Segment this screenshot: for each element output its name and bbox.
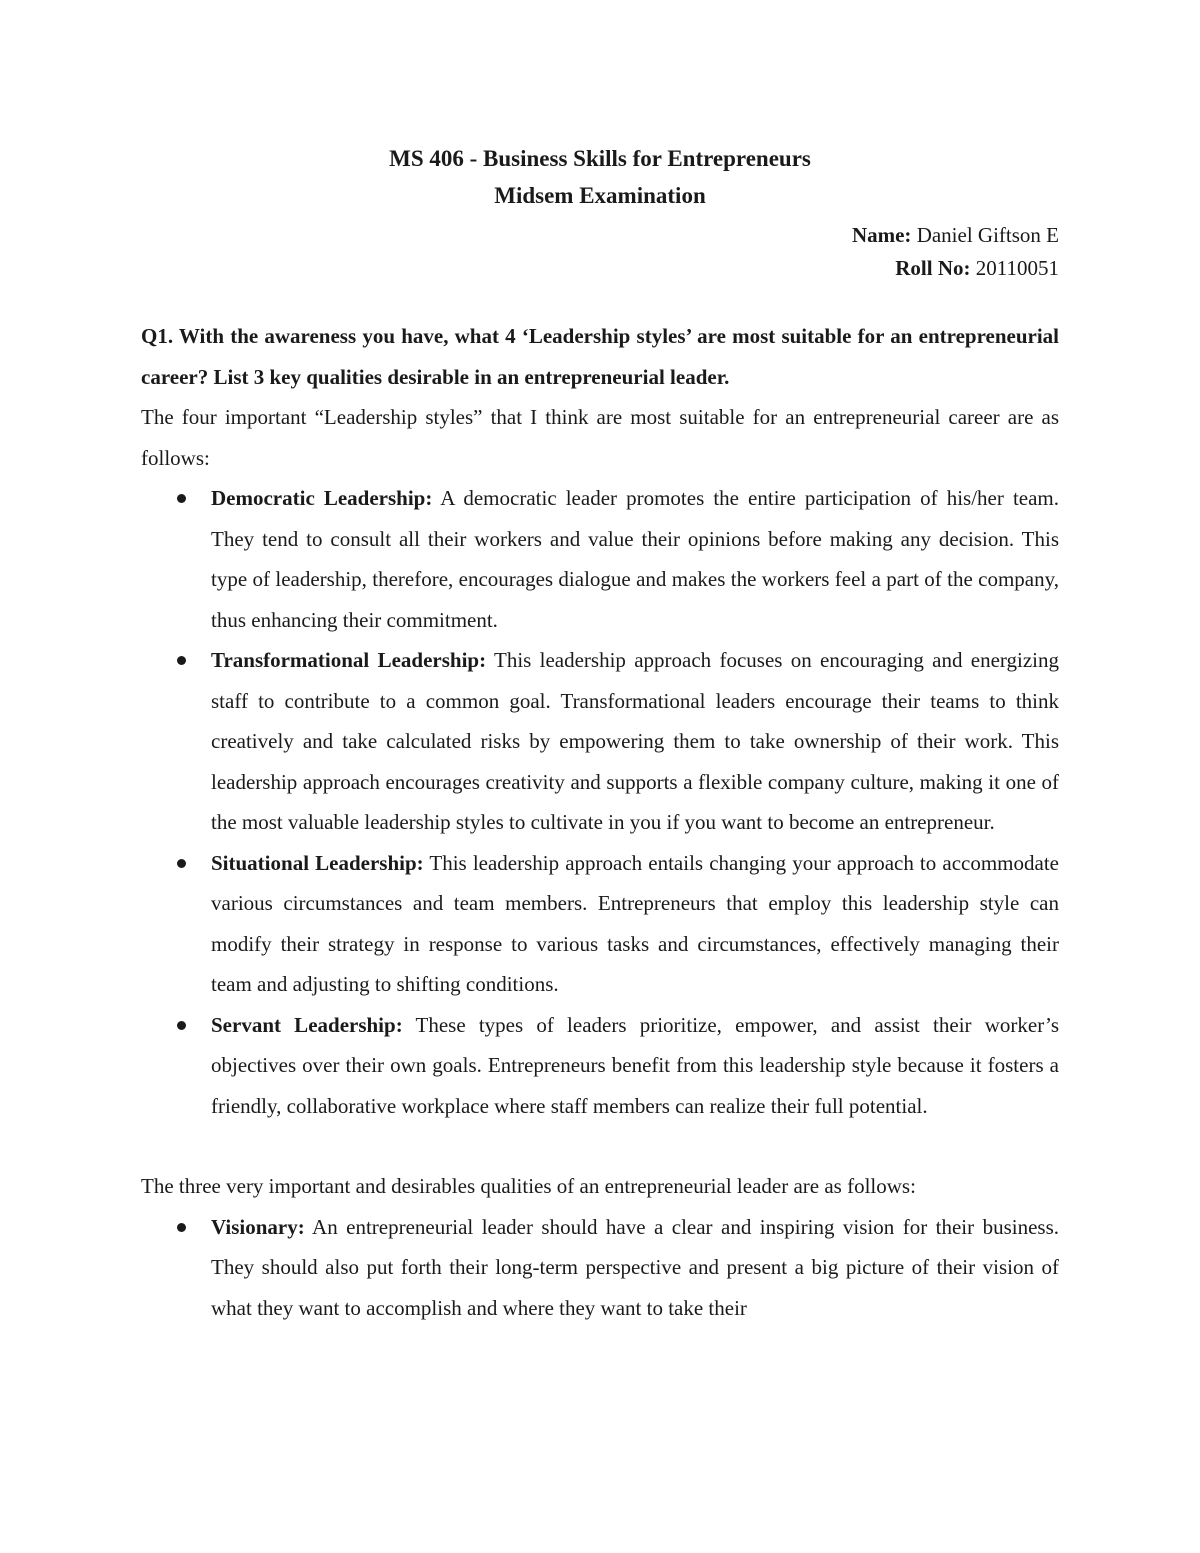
document-page <box>141 140 1059 1328</box>
item-text: This leadership approach focuses on encouraging and energizing staff to contribute to a common goal. Transformational leaders encourage their teams to think creatively and take calculated risks by empowering them to take ownership of their work. This leadership approach encourages creativity and supports a flexible company culture, making it one of the most valuable leadership styles to cultivate in you if you want to become an entrepreneur. <box>211 648 1059 834</box>
qualities-intro: The three very important and desirables qualities of an entrepreneurial leader are as follows: <box>141 1174 916 1198</box>
item-text: A democratic leader promotes the entire participation of his/her team. They tend to consult all their workers and value their opinions before making any decision. This type of leadership, therefore, encourages dialogue and makes the workers feel a part of the company, thus enhancing their commitment. <box>211 486 1059 632</box>
list-item <box>211 640 1059 843</box>
leadership-styles-list <box>141 478 1059 1126</box>
roll-line <box>141 252 1059 285</box>
list-item <box>211 843 1059 1005</box>
item-term: Situational Leadership: <box>211 850 424 875</box>
bullet-icon <box>177 1021 186 1030</box>
item-text: An entrepreneurial leader should have a clear and inspiring vision for their business. They should also put forth their long-term perspective and present a big picture of their vision of what they want to accomplish and where they want to take their <box>211 1214 1059 1320</box>
name-line <box>141 219 1059 252</box>
list-item <box>211 1005 1059 1127</box>
bullet-icon <box>177 494 186 503</box>
item-text: This leadership approach entails changing your approach to accommodate various circumstances and team members. Entrepreneurs that employ this leadership style can modify their strategy in response to various tasks and circumstances, effectively managing their team and adjusting to shifting conditions. <box>211 850 1059 996</box>
paragraph-spacer <box>141 1126 1059 1166</box>
item-term: Servant Leadership: <box>211 1012 403 1037</box>
item-term: Transformational Leadership: <box>211 648 487 672</box>
course-title: MS 406 - Business Skills for Entrepreneurs <box>389 146 811 171</box>
list-item <box>211 478 1059 640</box>
item-term: Democratic Leadership: <box>211 486 433 510</box>
roll-value: 20110051 <box>975 255 1059 280</box>
student-info <box>141 219 1059 284</box>
roll-label: Roll No: <box>895 255 971 280</box>
exam-title: Midsem Examination <box>494 183 706 208</box>
bullet-icon <box>177 859 186 868</box>
bullet-icon <box>177 1223 186 1232</box>
name-value: Daniel Giftson E <box>916 223 1059 247</box>
name-label: Name: <box>851 223 912 247</box>
item-text: These types of leaders prioritize, empower, and assist their worker’s objectives over their own goals. Entrepreneurs benefit from this leadership style because it fosters a friendly, collaborative workplace where staff members can realize their full potential. <box>211 1012 1059 1118</box>
styles-intro: The four important “Leadership styles” that I think are most suitable for an entrepreneurial career are as follows: <box>141 405 1059 470</box>
item-term: Visionary: <box>211 1214 305 1239</box>
bullet-icon <box>177 656 186 665</box>
qualities-list <box>141 1207 1059 1329</box>
list-item <box>211 1207 1059 1329</box>
question-1: Q1. With the awareness you have, what 4 ‘Leadership styles’ are most suitable for an entrepreneurial career? List 3 key qualities desirable in an entrepreneurial leader. <box>141 324 1059 389</box>
